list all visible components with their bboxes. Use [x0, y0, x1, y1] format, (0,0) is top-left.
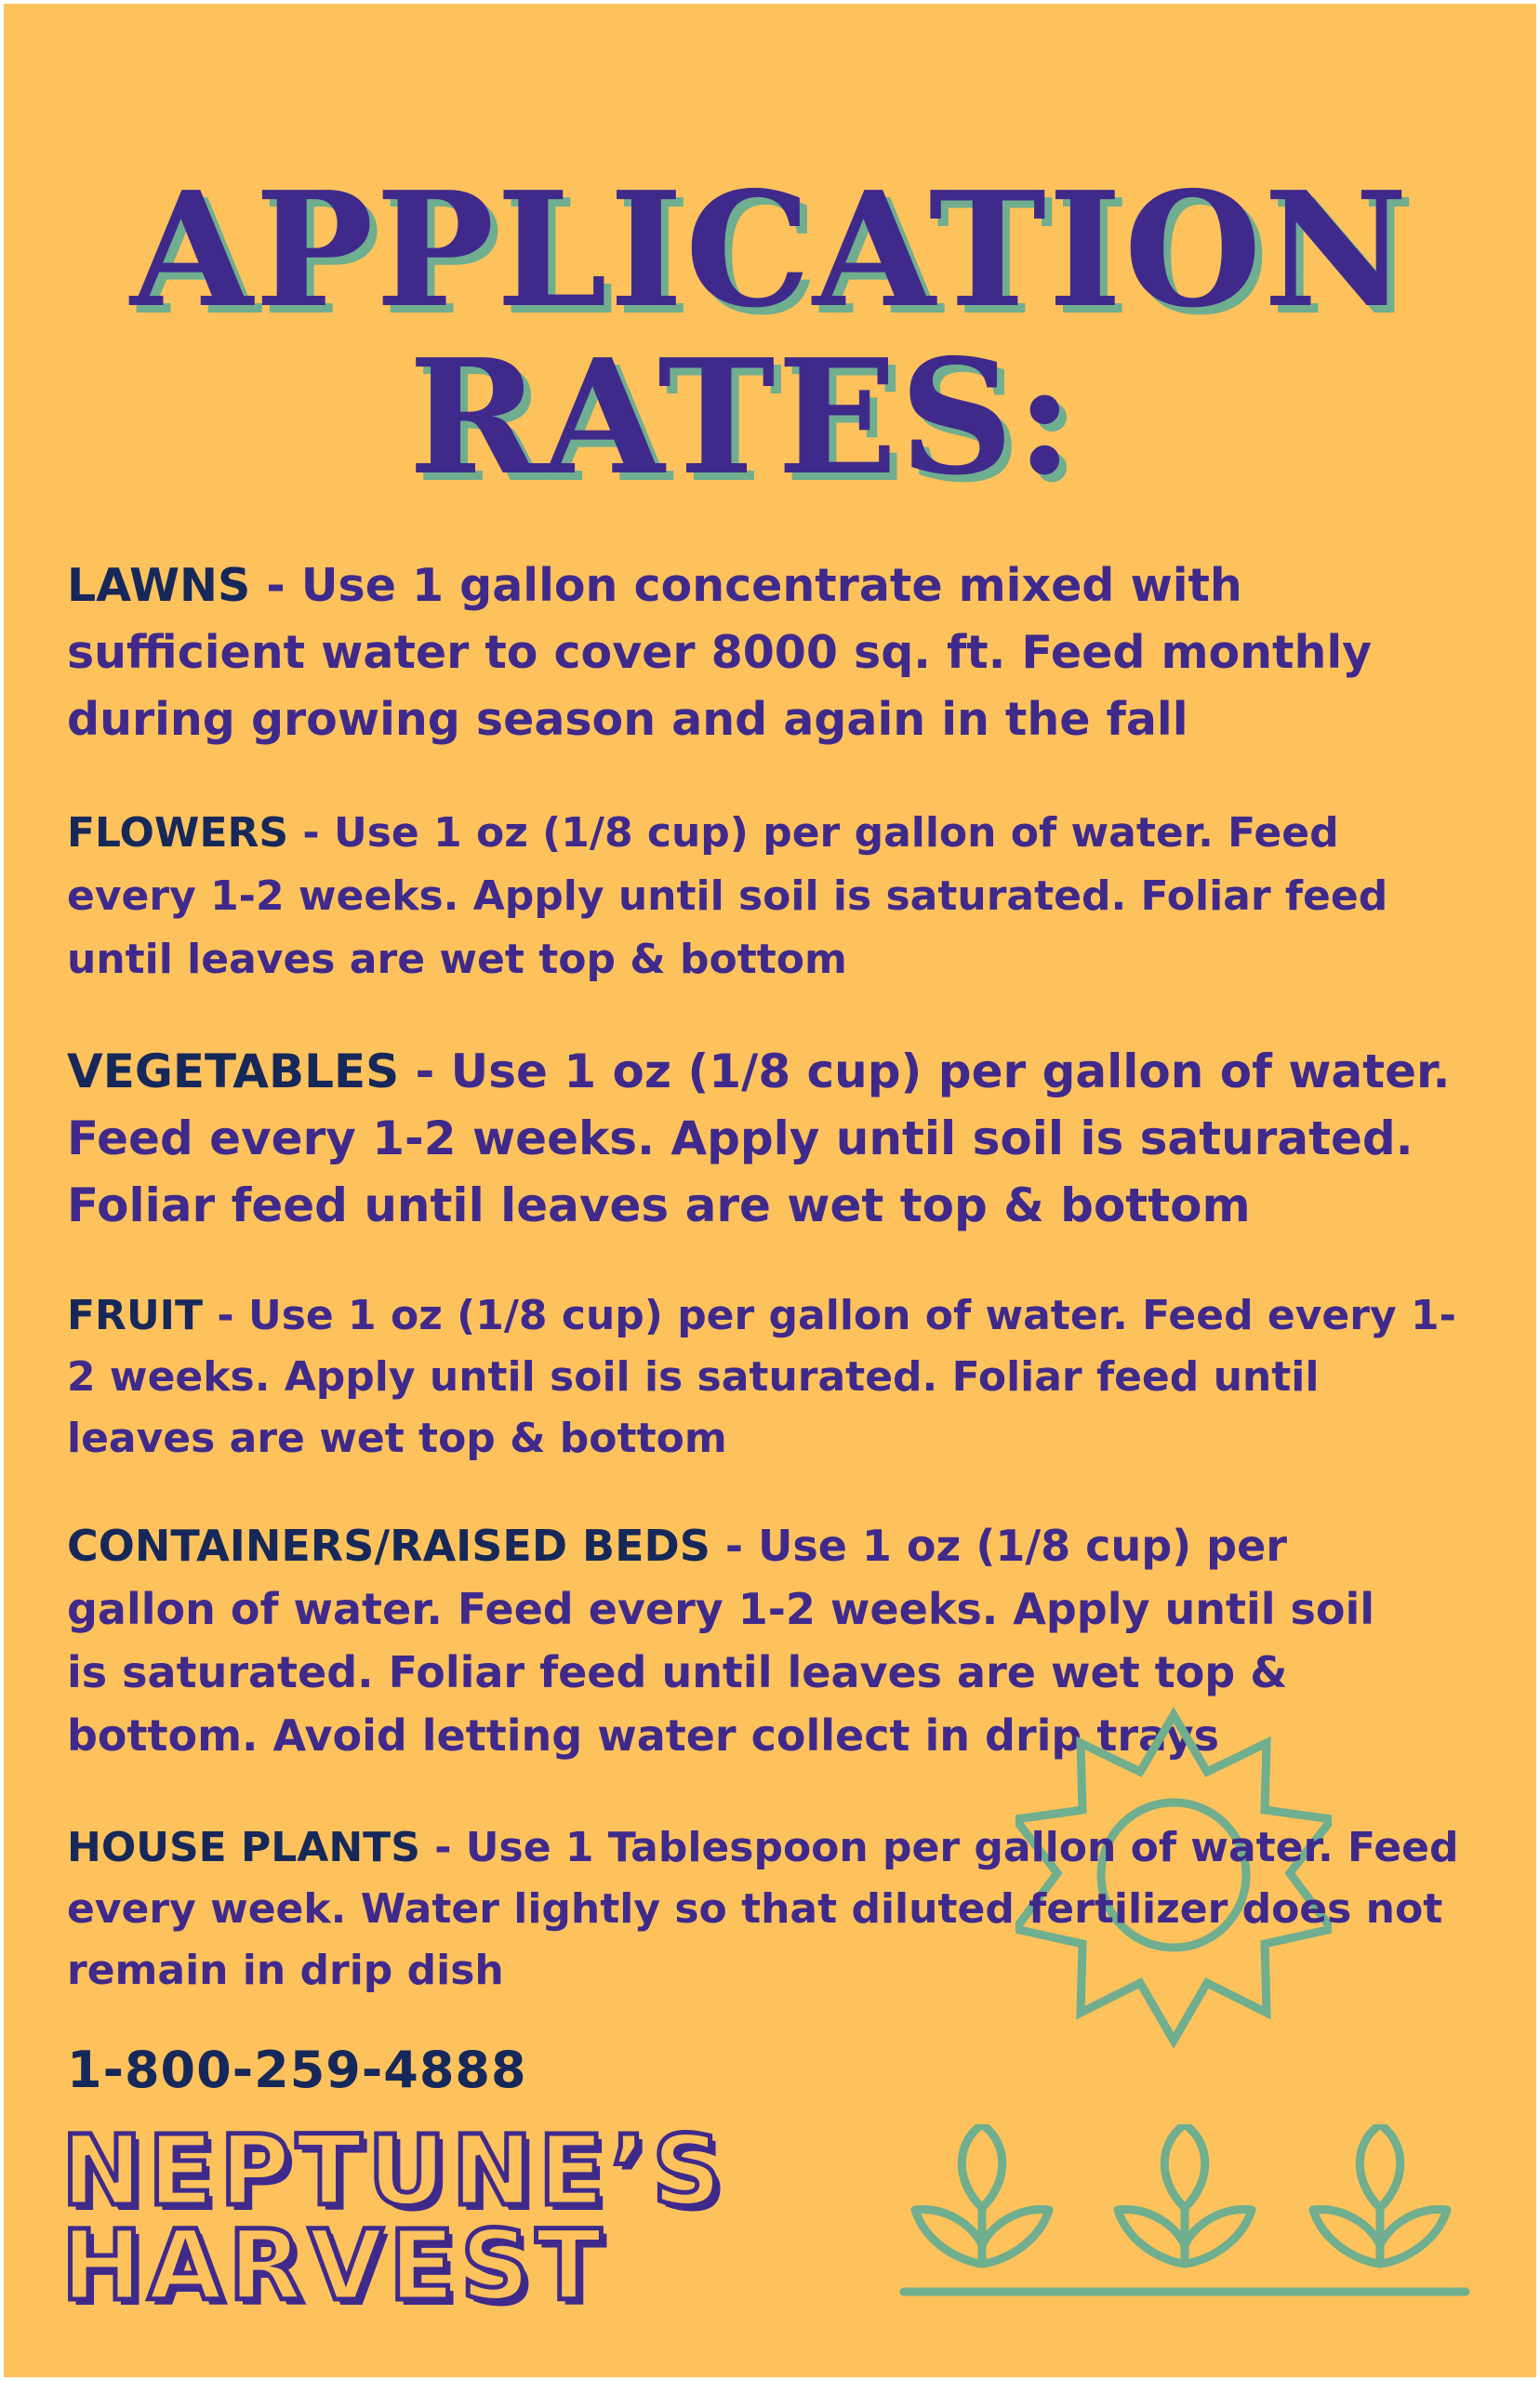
plant-sprout-icon: [896, 2124, 1473, 2329]
phone-number: 1-800-259-4888: [67, 2041, 527, 2099]
section-text: - Use 1 oz (1/8 cup) per gallon of water. Feed every 1-2 weeks. Apply until soil is saturated. Foliar feed until leaves are wet top & bottom: [67, 1044, 1451, 1232]
section-text: - Use 1 oz (1/8 cup) per gallon of water. Feed every 1-2 weeks. Apply until soil is saturated. Foliar feed until leaves are wet top & bottom. Avoid letting water collect in drip trays: [67, 1521, 1375, 1761]
section-text: - Use 1 Tablespoon per gallon of water. Feed every week. Water lightly so that diluted fertilizer does not remain in drip dish: [67, 1824, 1459, 1994]
section-heading: CONTAINERS/RAISED BEDS: [67, 1521, 710, 1571]
section-fruit: [67, 1285, 1480, 1470]
section-flowers: [67, 802, 1480, 991]
brand-line-1: NEPTUNE’S: [61, 2114, 728, 2228]
section-heading: LAWNS: [67, 559, 251, 612]
title-line-1: APPLICATION: [129, 157, 1411, 343]
section-lawns: [67, 552, 1480, 753]
section-text: - Use 1 oz (1/8 cup) per gallon of water. Feed every 1-2 weeks. Apply until soil is saturated. Foliar feed until leaves are wet top & bottom: [67, 809, 1388, 983]
section-heading: VEGETABLES: [67, 1044, 400, 1098]
section-vegetables: [67, 1038, 1490, 1239]
section-heading: HOUSE PLANTS: [67, 1824, 420, 1871]
title-line-2: RATES:: [408, 325, 1076, 511]
section-text: - Use 1 gallon concentrate mixed with sufficient water to cover 8000 sq. ft. Feed monthly during growing season and again in the fall: [67, 559, 1373, 746]
section-house-plants: [67, 1817, 1480, 2002]
brand-line-2: HARVEST: [61, 2209, 607, 2322]
section-text: - Use 1 oz (1/8 cup) per gallon of water. Feed every 1-2 weeks. Apply until soil is saturated. Foliar feed until leaves are wet top & bottom: [67, 1292, 1456, 1462]
poster: [4, 4, 1536, 2377]
section-heading: FLOWERS: [67, 809, 289, 857]
section-heading: FRUIT: [67, 1292, 204, 1339]
